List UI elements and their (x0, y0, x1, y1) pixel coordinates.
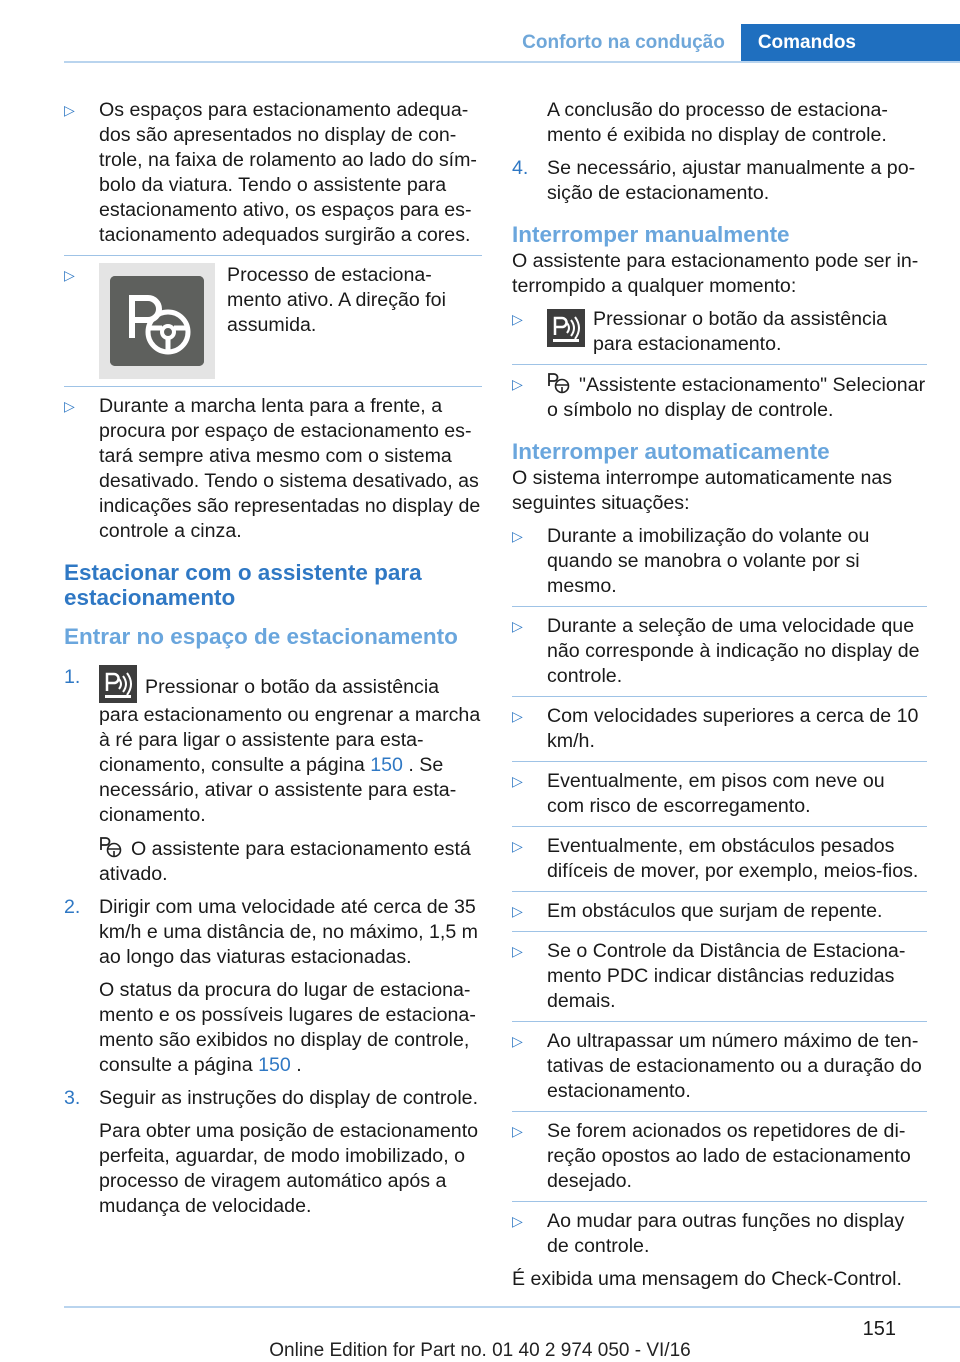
step-text: . Se necessário, ativar o assistente para estacionamento. (99, 754, 457, 826)
list-item (512, 372, 927, 423)
bullet-marker: ▷ (64, 102, 75, 118)
list-item (512, 834, 927, 892)
list-item (512, 1119, 927, 1202)
list-item-text: Eventualmente, em pisos com neve ou com risco de escorregamento. (547, 770, 885, 817)
paragraph: O assistente para estacionamento pode ser interrompido a qualquer momento: (512, 250, 919, 297)
step-text: . (296, 1054, 302, 1076)
step-item (64, 1086, 482, 1219)
section-tab[interactable]: Conforto na condução (522, 32, 725, 53)
parking-assist-button-icon (99, 665, 137, 703)
step-text: Seguir as instruções do display de controle. (99, 1087, 479, 1109)
bullet-marker: ▷ (512, 1123, 523, 1139)
list-item-text: Se o Controle da Distância de Estacionamento PDC indicar distâncias reduzidas demais. (547, 940, 906, 1012)
bullet-marker: ▷ (512, 1213, 523, 1229)
list-item (512, 614, 927, 697)
bullet-marker: ▷ (64, 398, 75, 414)
list-item-text: Com velocidades superiores a cerca de 10 km/h. (547, 705, 919, 752)
bullet-marker: ▷ (512, 708, 523, 724)
chapter-tab[interactable]: Comandos (741, 24, 960, 62)
bullet-marker: ▷ (512, 773, 523, 789)
list-item (512, 939, 927, 1022)
list-item (512, 1029, 927, 1112)
subsection-heading: Interromper manualmente (512, 222, 790, 247)
step-item (64, 665, 482, 887)
step-text: Dirigir com uma velocidade até cerca de 35 km/h e uma distância de, no máximo, 1,5 m ao longo das viaturas estacionadas. (99, 896, 478, 968)
parking-assistant-icon (99, 836, 123, 858)
step-text: O assistente para estacionamento está ativado. (99, 838, 471, 885)
list-item (512, 524, 927, 607)
list-item (512, 704, 927, 762)
header-tabs (498, 24, 960, 62)
list-item-text: Durante a marcha lenta para a frente, a procura por espaço de estacionamento estará sempre ativa mesmo com o sistema desativado. Tendo o sistema desativado, as indicações são representadas no display de controle a cinza. (99, 395, 481, 542)
bullet-marker: ▷ (512, 903, 523, 919)
bullet-marker: ▷ (512, 943, 523, 959)
step-number: 1. (64, 666, 81, 688)
bullet-marker: ▷ (512, 1033, 523, 1049)
list-item (64, 263, 482, 387)
list-item-text: Eventualmente, em obstáculos pesados difíceis de mover, por exemplo, meios-fios. (547, 835, 919, 882)
step-text: Se necessário, ajustar manualmente a posição de estacionamento. (547, 157, 916, 204)
list-item-text: Ao mudar para outras funções no display de controle. (547, 1210, 905, 1257)
closing-paragraph: É exibida uma mensagem do Check-Control. (512, 1268, 902, 1290)
subsection-heading: Entrar no espaço de estacionamento (64, 624, 458, 649)
step-text: O status da procura do lugar de estacionamento e os possíveis lugares de estacionamento são exibidos no display de controle, consulte a página (99, 979, 476, 1076)
footer-text: Online Edition for Part no. 01 40 2 974 050 - VI/16 (269, 1340, 691, 1361)
list-item-text: Os espaços para estacionamento adequados são apresentados no display de controle, na faixa de rolamento ao lado do símbolo da viatura. Tendo o assistente para estacionamento ativo, os espaços para estacionamento adequados surgirão a cores. (99, 99, 477, 246)
step-text: Pressionar o botão da assistência para estacionamento ou engrenar a marcha à ré para ligar o assistente para estacionamento, consulte a página (99, 676, 481, 776)
bullet-marker: ▷ (512, 528, 523, 544)
list-item-text: Processo de estacionamento ativo. A direção foi assumida. (227, 264, 446, 336)
step-text: A conclusão do processo de estacionamento é exibida no display de controle. (547, 99, 888, 146)
step-text: Para obter uma posição de estacionamento perfeita, aguardar, de modo imobilizado, o processo de viragem automático após a mudança de velocidade. (99, 1120, 479, 1217)
page-number: 151 (862, 1318, 896, 1340)
list-item (64, 98, 482, 256)
step-number: 3. (64, 1087, 81, 1109)
list-item-text: Ao ultrapassar um número máximo de tentativas de estacionamento ou a duração do estacionamento. (547, 1030, 922, 1102)
list-item-text: Pressionar o botão da assistência para estacionamento. (593, 308, 888, 355)
step-number: 4. (512, 157, 529, 179)
parking-assist-button-icon (547, 309, 585, 347)
auto-interrupt-list (512, 524, 927, 1259)
list-item-text: Se forem acionados os repetidores de direção opostos ao lado de estacionamento desejado. (547, 1120, 911, 1192)
step-item (64, 895, 482, 1078)
section-heading: Estacionar com o assistente para estacionamento (64, 560, 422, 610)
footer-rule (64, 1306, 960, 1308)
list-item (512, 769, 927, 827)
parking-steering-image (99, 263, 215, 379)
step-number: 2. (64, 896, 81, 918)
parking-assistant-icon (547, 372, 571, 394)
list-item-text: Durante a imobilização do volante ou quando se manobra o volante por si mesmo. (547, 525, 870, 597)
bullet-marker: ▷ (512, 838, 523, 854)
list-item (512, 899, 927, 932)
step-item (512, 156, 927, 206)
bullet-marker: ▷ (512, 376, 523, 392)
bullet-marker: ▷ (512, 618, 523, 634)
step-continuation (512, 98, 927, 148)
left-column (64, 98, 482, 1227)
page-link[interactable]: 150 (258, 1054, 291, 1076)
list-item-text: Em obstáculos que surjam de repente. (547, 900, 883, 922)
list-item-text: Durante a seleção de uma velocidade que não corresponde à indicação no display de controle. (547, 615, 920, 687)
header-rule (64, 61, 960, 63)
page-link[interactable]: 150 (370, 754, 403, 776)
list-item-text: "Assistente estacionamento" Selecionar o símbolo no display de controle. (547, 374, 926, 421)
right-column (512, 98, 927, 1292)
list-item (512, 1209, 927, 1259)
bullet-marker: ▷ (64, 267, 75, 283)
paragraph: O sistema interrompe automaticamente nas seguintes situações: (512, 467, 893, 514)
parking-steering-icon (110, 276, 204, 366)
bullet-marker: ▷ (512, 311, 523, 327)
subsection-heading: Interromper automaticamente (512, 439, 830, 464)
list-item (64, 394, 482, 544)
list-item (512, 307, 927, 365)
